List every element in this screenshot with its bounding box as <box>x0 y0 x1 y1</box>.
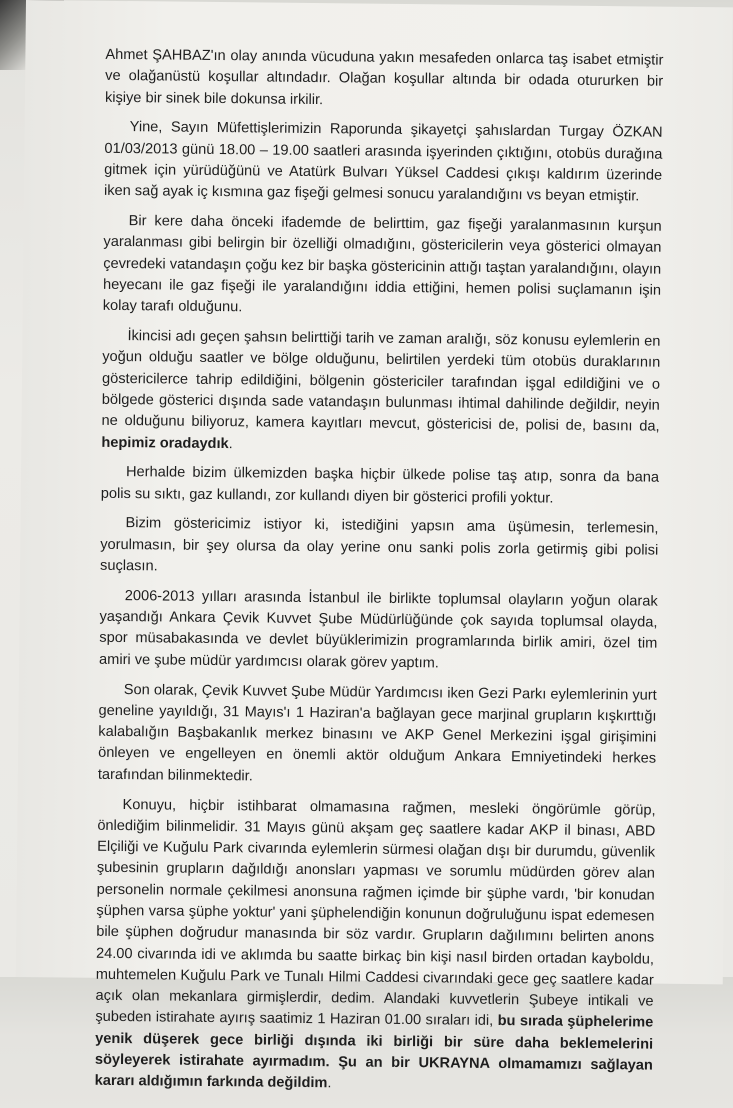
paragraph-end: . <box>327 1075 332 1092</box>
paragraph-bold-text: hepimiz oradaydık <box>101 434 229 452</box>
paragraph-text: Bir kere daha önceki ifademde de belirttim, gaz fişeği yaralanmasının kurşun yaralanması gibi belirgin bir özelliği olmadığını, göstericilerin veya gösterici olmayan çevredeki vatandaşın çoğu kez bir başka göstericinin attığı taştan yaralandığını, olayın heyecanı ile gaz fişeği ile yaralandığını iddia ettiğini, hemen polisi suçlamanın işin kolay tarafı olduğunu. <box>102 213 662 316</box>
paragraph-4 <box>101 326 660 460</box>
paragraph-3 <box>103 211 662 323</box>
document-page <box>16 0 733 1092</box>
paragraph-end: . <box>228 435 233 452</box>
paragraph-text: Herhalde bizim ülkemizden başka hiçbir ülkede polise taş atıp, sonra da bana polis su sıktı, gaz kullandı, zor kullandı diyen bir gösterici profili yoktur. <box>100 464 660 507</box>
paragraph-7 <box>99 586 658 677</box>
paragraph-text: Ahmet ŞAHBAZ'ın olay anında vücuduna yakın mesafeden onlarca taş isabet etmiştir ve olağanüstü koşullar altındadır. Olağan koşullar altında bir odada otururken bir kişiye bir sinek bile dokunsa irkilir. <box>104 46 664 108</box>
paragraph-2 <box>104 117 663 208</box>
paragraph-text: İkincisi adı geçen şahsın belirttiği tarih ve zaman aralığı, söz konusu eylemlerin en yoğun olduğu saatler ve bölge olduğunu, belirtilen yerdeki tüm otobüs duraklarının göstericilerce tahrip edildiğini, bölgenin göstericiler tarafından işgal edildiğini ve o bölgede gösterici dışında sade vatandaşın bulunması ihtimal dahilinde değildir, neyin ne olduğunu biliyoruz, kamera kayıtları mevcut, göstericisi de, polisi de, basını da, <box>101 328 661 435</box>
paragraph-1 <box>105 45 664 115</box>
paragraph-text: 2006-2013 yılları arasında İstanbul ile birlikte toplumsal olayların yoğun olarak yaşandığı Ankara Çevik Kuvvet Şube Müdürlüğünde çok sayıda toplumsal olayda, spor müsabakasında ve devlet büyüklerimizin programlarında birlik amiri, özel tim amiri ve şube müdür yardımcısı olarak görev yaptım. <box>99 587 658 672</box>
document-body <box>94 45 663 1107</box>
paragraph-bold-text: bu sırada şüphelerime yenik düşerek gece birliği dışında iki birliği bir süre daha beklemelerini söyleyerek istirahate ayırmadım. Şu an bir UKRAYNA olmamamızı sağlayan kararı aldığımın farkında değildim <box>94 1013 654 1092</box>
paragraph-text: Bizim göstericimiz istiyor ki, istediğini yapsın ama üşümesin, terlemesin, yorulmasın, bir şey olursa da olay yerine onu sanki polis zorla getirmiş gibi polisi suçlasın. <box>99 515 659 575</box>
paragraph-6 <box>100 513 659 583</box>
paragraph-text: Yine, Sayın Müfettişlerimizin Raporunda şikayetçi şahıslardan Turgay ÖZKAN 01/03/2013 günü 18.00 – 19.00 saatleri arasında işyerinden çıktığını, otobüs durağına gitmek için yürüdüğünü ve Atatürk Bulvarı Yüksel Caddesi çıkışı kaldırım üzerinde iken sağ ayak iç kısmına gaz fişeği gelmesi sonucu yaralandığını vs beyan etmiştir. <box>103 119 663 205</box>
paragraph-9 <box>95 794 656 1098</box>
paragraph-text: Son olarak, Çevik Kuvvet Şube Müdür Yardımcısı iken Gezi Parkı eylemlerinin yurt geneline yayıldığı, 31 Mayıs'ı 1 Haziran'a bağlayan gece marjinal grupların kışkırttığı kalabalığın Başbakanlık merkez binasını ve AKP Genel Merkezini işgal girişimini önleyen ve engelleyen en önemli aktör olduğum Ankara Emniyetindeki herkes tarafından bilinmektedir. <box>97 681 657 785</box>
paragraph-text: Konuyu, hiçbir istihbarat olmamasına rağmen, mesleki öngörümle görüp, önlediğim bilinmelidir. 31 Mayıs günü akşam geç saatlere kadar AKP il binası, ABD Elçiliği ve Kuğulu Park civarında eylemlerin sürmesi olağan dışı bir durumdu, güvenlik şubesinin grupların dağıldığı anonsları yapması ve sorumlu müdürden görev alan personelin normale çekilmesi anonsuna rağmen içimde bir şüphe vardı, 'bir konudan şüphen varsa şüphe yoktur' yani şüphelendiğin konunun doğruluğunu ispat edemesen bile şüphen doğrudur manasında bir söz vardır. Grupların dağılımını belirten anons 24.00 civarında idi ve aklımda bu saatte birkaç bin kişi nasıl birden ortadan kayboldu, muhtemelen Kuğulu Park ve Tunalı Hilmi Caddesi civarındaki gece geç saatlere kadar açık olan mekanlara girmişlerdir, dedim. Alandaki kuvvetlerin Şubeye intikali ve şubeden istirahate ayırış saatimiz 1 Haziran 01.00 sıraları idi, <box>95 796 656 1030</box>
paragraph-5 <box>101 462 659 510</box>
paragraph-8 <box>98 679 657 791</box>
